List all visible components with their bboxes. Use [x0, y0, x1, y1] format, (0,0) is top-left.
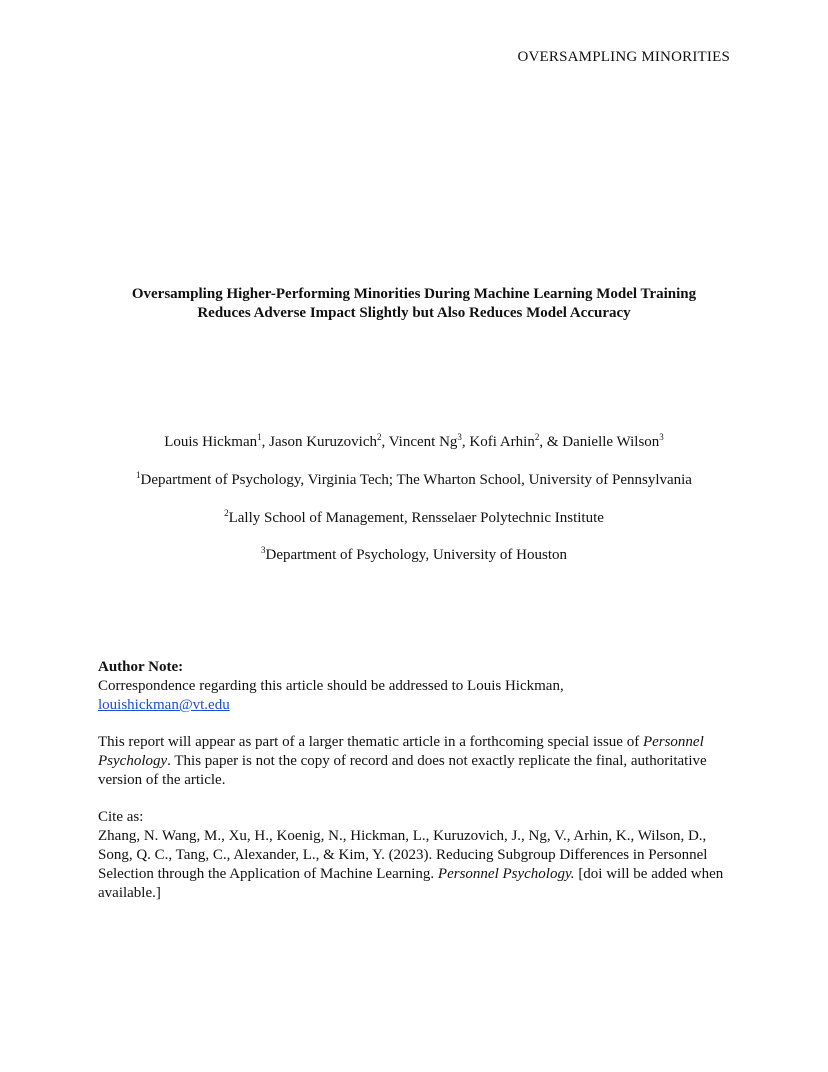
author-name: Kofi Arhin — [469, 434, 535, 450]
report-note — [98, 733, 738, 790]
affiliation-1 — [40, 472, 788, 489]
author-name: Louis Hickman — [164, 434, 258, 450]
author-separator: , & — [539, 434, 563, 450]
report-note-after: . This paper is not the copy of record and does not exactly replicate the final, authoritative version of the article. — [98, 753, 707, 788]
paper-title — [60, 285, 768, 323]
journal-name: Personnel Psychology — [98, 734, 704, 769]
author-separator: , — [461, 434, 470, 450]
affiliation-marker: 3 — [261, 545, 266, 555]
affiliation-marker: 1 — [136, 470, 141, 480]
correspondence-text — [98, 677, 738, 715]
author-affiliation-marker: 2 — [377, 432, 382, 442]
affiliation-text: Department of Psychology, Virginia Tech; The Wharton School, University of Pennsylvania — [140, 472, 692, 488]
citation-journal: Personnel Psychology. — [437, 866, 575, 882]
author-affiliation-marker: 3 — [457, 432, 462, 442]
citation-body: Zhang, N. Wang, M., Xu, H., Koenig, N., Hickman, L., Kuruzovich, J., Ng, V., Arhin, K., Wilson, D., Song, Q. C., Tang, C., Alexander, L., & Kim, Y. (2023). Reducing Subgroup Differences in Personnel Selection through the Application of Machine Learning. — [98, 828, 708, 882]
affiliation-marker: 2 — [224, 508, 229, 518]
citation-doi-note: [doi will be added when available.] — [98, 866, 724, 901]
author-name: Vincent Ng — [388, 434, 458, 450]
author-affiliation-marker: 2 — [534, 432, 540, 442]
affiliation-text: Department of Psychology, University of Houston — [265, 547, 567, 563]
citation-text — [98, 827, 738, 903]
author-separator: , — [261, 434, 270, 450]
affiliation-2 — [40, 510, 788, 527]
author-affiliation-marker: 3 — [659, 432, 664, 442]
report-note-before: This report will appear as part of a larger thematic article in a forthcoming special issue of — [98, 734, 640, 750]
affiliation-text: Lally School of Management, Rensselaer Polytechnic Institute — [228, 510, 604, 526]
correspondence-line: Correspondence regarding this article should be addressed to Louis Hickman, — [98, 678, 564, 694]
author-list — [40, 434, 788, 451]
running-head: OVERSAMPLING MINORITIES — [517, 49, 730, 65]
author-name: Danielle Wilson — [562, 434, 660, 450]
title-line-1: Oversampling Higher-Performing Minorities During Machine Learning Model Training — [131, 286, 697, 302]
author-name: Jason Kuruzovich — [269, 434, 378, 450]
email-link[interactable]: louishickman@vt.edu — [98, 697, 230, 713]
author-note-section — [98, 658, 738, 903]
author-separator: , — [381, 434, 389, 450]
author-note-heading: Author Note: — [98, 659, 184, 675]
cite-heading: Cite as: — [98, 809, 144, 825]
affiliation-3 — [40, 547, 788, 564]
author-affiliation-marker: 1 — [257, 432, 262, 442]
title-line-2: Reduces Adverse Impact Slightly but Also Reduces Model Accuracy — [197, 305, 631, 321]
